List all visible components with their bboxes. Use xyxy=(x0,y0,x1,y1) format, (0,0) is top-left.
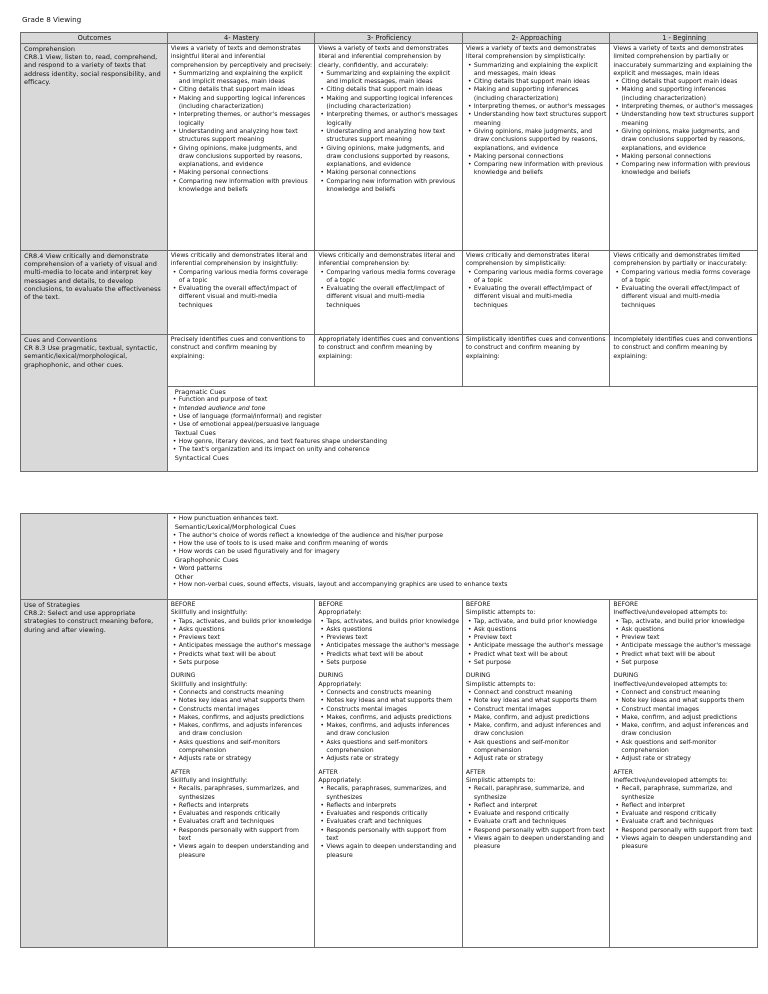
semantic-list xyxy=(171,532,755,557)
list-item: • Ask questions xyxy=(613,626,755,634)
cell-intro: Views critically and demonstrates literal and inferential comprehension by: xyxy=(318,252,456,268)
list-item: • Views again to deepen understanding and pleasure xyxy=(466,835,608,852)
list-item: • Constructs mental images xyxy=(318,706,460,714)
list-item: • Recall, paraphrase, summarize, and synthesize xyxy=(466,785,608,802)
list-item: • Giving opinions, make judgments, and draw conclusions supported by reasons, explanations, and evidence xyxy=(318,145,460,170)
list-item: • Constructs mental images xyxy=(171,706,313,714)
list-item: • Adjust rate or strategy xyxy=(613,755,755,763)
list-item: • Use of language (formal/informal) and register xyxy=(171,413,755,421)
list-item: • Function and purpose of text xyxy=(171,396,755,404)
list-item: • Tap, activate, and build prior knowledge xyxy=(613,618,755,626)
list-item: • Citing details that support main ideas xyxy=(613,78,755,86)
strategy-list xyxy=(171,689,313,764)
list-item: • Asks questions xyxy=(171,626,313,634)
criteria-list xyxy=(318,269,460,310)
graphophonic-list xyxy=(171,565,755,573)
list-item: • Making and supporting inferences (including characterization) xyxy=(613,86,755,103)
strategy-list xyxy=(171,785,313,860)
list-item: • How words can be used figuratively and for imagery xyxy=(171,548,755,556)
header-mastery: 4- Mastery xyxy=(167,33,315,44)
strategy-cell xyxy=(315,600,463,948)
cell-intro: Views critically and demonstrates literal comprehension by simplistically: xyxy=(465,252,590,268)
level-cell xyxy=(462,44,610,251)
list-item: • Interpreting themes, or author's messages xyxy=(466,103,608,111)
list-item: • Ask questions and self-monitor comprehension xyxy=(613,739,755,756)
list-item: • Evaluate and respond critically xyxy=(613,810,755,818)
pragmatic-heading: Pragmatic Cues xyxy=(174,388,226,396)
level-cell xyxy=(315,44,463,251)
strategy-cell xyxy=(167,600,315,948)
list-item: • Summarizing and explaining the explicit and implicit messages, main ideas xyxy=(171,70,313,87)
list-item: • Making personal connections xyxy=(171,169,313,177)
list-item: • The author's choice of words reflect a knowledge of the audience and his/her purpose xyxy=(171,532,755,540)
outcome-text: CR 8.3 Use pragmatic, textual, syntactic, semantic/lexical/morphological, graphophonic, and other cues. xyxy=(24,344,158,369)
rubric-table-part1 xyxy=(20,32,758,472)
list-item: • Reflects and interprets xyxy=(318,802,460,810)
outcome-heading: Comprehension xyxy=(24,45,76,53)
list-item: • Predict what text will be about xyxy=(466,651,608,659)
cell-intro: Views critically and demonstrates limited comprehension by partially or inaccurately: xyxy=(613,252,747,268)
outcome-text: CR8.1 View, listen to, read, comprehend, and respond to a variety of texts that address identity, social responsibility, and efficacy. xyxy=(24,53,161,86)
semantic-heading: Semantic/Lexical/Morphological Cues xyxy=(174,523,296,532)
criteria-list xyxy=(466,62,608,178)
level-cell xyxy=(167,335,315,387)
list-item: • Make, confirm, and adjust predictions xyxy=(466,714,608,722)
level-cell xyxy=(610,44,758,251)
list-item: • Evaluating the overall effect/impact of different visual and multi-media techniques xyxy=(466,285,608,310)
list-item: • Intended audience and tone xyxy=(171,405,755,413)
phase-qualifier: Skillfully and insightfully: xyxy=(170,680,248,688)
cell-intro: Views critically and demonstrates literal and inferential comprehension by insightfully: xyxy=(170,252,308,268)
list-item: • Recalls, paraphrases, summarizes, and synthesizes xyxy=(171,785,313,802)
list-item: • Use of emotional appeal/persuasive language xyxy=(171,421,755,429)
phase-qualifier: Simplistic attempts to: xyxy=(465,609,536,617)
list-item: • Connects and constructs meaning xyxy=(318,689,460,697)
list-item: • Responds personally with support from text xyxy=(171,827,313,844)
list-item: • Interpreting themes, or author's messages logically xyxy=(171,111,313,128)
list-item: • Previews text xyxy=(318,634,460,642)
outcome-cell xyxy=(21,251,168,335)
cell-intro: Precisely identifies cues and conventions to construct and confirm meaning by explaining: xyxy=(170,336,306,360)
list-item: • Evaluate craft and techniques xyxy=(466,818,608,826)
list-item: • Recall, paraphrase, summarize, and synthesize xyxy=(613,785,755,802)
criteria-list xyxy=(171,269,313,310)
list-item: • Making and supporting logical inferences (including characterization) xyxy=(171,95,313,112)
strategy-cell xyxy=(610,600,758,948)
outcome-heading: Cues and Conventions xyxy=(24,336,97,344)
list-item: • Summarizing and explaining the explicit and implicit messages, main ideas xyxy=(318,70,460,87)
outcome-text: CR8.4 View critically and demonstrate comprehension of a variety of visual and multi-media to locate and interpret key messages and details, to develop conclusions, to evaluate the effectiveness of the text. xyxy=(24,252,161,302)
list-item: • Evaluates and responds critically xyxy=(171,810,313,818)
phase-heading: BEFORE xyxy=(465,601,491,608)
list-item: • Construct mental images xyxy=(466,706,608,714)
strategy-list xyxy=(318,618,460,668)
phase-qualifier: Simplistic attempts to: xyxy=(465,776,536,784)
phase-heading: DURING xyxy=(613,672,639,680)
other-heading: Other xyxy=(174,573,194,582)
phase-qualifier: Ineffective/undeveloped attempts to: xyxy=(613,680,728,688)
list-item: • Giving opinions, make judgments, and draw conclusions supported by reasons, explanations, and evidence xyxy=(466,128,608,153)
list-item: • Make, confirm, and adjust inferences and draw conclusion xyxy=(466,722,608,739)
list-item: • How the use of tools to is used make and confirm meaning of words xyxy=(171,540,755,548)
row-cr8-2 xyxy=(21,600,758,948)
phase-heading: AFTER xyxy=(613,768,633,776)
phase-qualifier: Skillfully and insightfully: xyxy=(170,776,248,784)
rubric-table-part2 xyxy=(20,513,758,948)
row-cr8-3 xyxy=(21,335,758,387)
list-item: • Reflects and interprets xyxy=(171,802,313,810)
list-item: • How punctuation enhances text. xyxy=(171,515,755,523)
list-item: • Note key ideas and what supports them xyxy=(466,697,608,705)
list-item: • Evaluate and respond critically xyxy=(466,810,608,818)
list-item: • Ask questions xyxy=(466,626,608,634)
strategy-list xyxy=(613,618,755,668)
list-item: • Comparing various media forms coverage of a topic xyxy=(466,269,608,286)
phase-qualifier: Appropriately: xyxy=(318,609,362,617)
textual-heading: Textual Cues xyxy=(174,429,216,438)
header-proficiency: 3- Proficiency xyxy=(315,33,463,44)
list-item: • Respond personally with support from text xyxy=(613,827,755,835)
page-title: Grade 8 Viewing xyxy=(22,15,82,24)
list-item: • Understanding how text structures support meaning xyxy=(466,111,608,128)
list-item: • Taps, activates, and builds prior knowledge xyxy=(171,618,313,626)
cell-intro: Simplistically identifies cues and conventions to construct and confirm meaning by explaining: xyxy=(465,336,606,360)
cell-intro: Views a variety of texts and demonstrates literal comprehension by simplistically: xyxy=(465,45,596,61)
header-approaching: 2- Approaching xyxy=(462,33,610,44)
level-cell xyxy=(610,251,758,335)
cell-intro: Appropriately identifies cues and conventions to construct and confirm meaning by explaining: xyxy=(318,336,460,360)
cell-intro: Views a variety of texts and demonstrates literal and inferential comprehension by clearly, confidently, and accurately: xyxy=(318,45,449,69)
list-item: • Adjusts rate or strategy xyxy=(171,755,313,763)
list-item: • Ask questions and self-monitor comprehension xyxy=(466,739,608,756)
list-item: • Making personal connections xyxy=(466,153,608,161)
list-item: • Set purpose xyxy=(466,659,608,667)
list-item: • Citing details that support main ideas xyxy=(318,86,460,94)
list-item: • Summarizing and explaining the explicit and messages, main ideas xyxy=(466,62,608,79)
list-item: • Asks questions and self-monitors comprehension xyxy=(318,739,460,756)
list-item: • Connects and constructs meaning xyxy=(171,689,313,697)
strategy-list xyxy=(613,689,755,764)
list-item: • Makes, confirms, and adjusts inferences and draw conclusion xyxy=(318,722,460,739)
level-cell xyxy=(167,44,315,251)
list-item: • Previews text xyxy=(171,634,313,642)
level-cell xyxy=(462,335,610,387)
list-item: • Giving opinions, make judgments, and draw conclusions supported by reasons, explanations, and evidence xyxy=(613,128,755,153)
list-item: • Responds personally with support from text xyxy=(318,827,460,844)
strategy-list xyxy=(466,689,608,764)
list-item: • Construct mental images xyxy=(613,706,755,714)
list-item: • Evaluate craft and techniques xyxy=(613,818,755,826)
list-item: • Notes key ideas and what supports them xyxy=(318,697,460,705)
strategy-list xyxy=(318,689,460,764)
graphophonic-heading: Graphophonic Cues xyxy=(174,556,239,565)
list-item: • Understanding and analyzing how text structures support meaning xyxy=(318,128,460,145)
cell-intro: Incompletely identifies cues and conventions to construct and confirm meaning by explaining: xyxy=(613,336,753,360)
list-item: • Note key ideas and what supports them xyxy=(613,697,755,705)
list-item: • Asks questions and self-monitors comprehension xyxy=(171,739,313,756)
row-cr8-1 xyxy=(21,44,758,251)
list-item: • Preview text xyxy=(466,634,608,642)
list-item: • Views again to deepen understanding and pleasure xyxy=(318,843,460,860)
textual-list xyxy=(171,438,755,455)
list-item: • Making and supporting logical inferences (including characterization) xyxy=(318,95,460,112)
list-item: • Adjusts rate or strategy xyxy=(318,755,460,763)
list-item: • Evaluates craft and techniques xyxy=(318,818,460,826)
row-cues-continued xyxy=(21,514,758,600)
list-item: • Make, confirm, and adjust inferences and draw conclusion xyxy=(613,722,755,739)
phase-heading: DURING xyxy=(318,672,343,680)
phase-heading: AFTER xyxy=(465,768,486,776)
list-item: • Comparing new information with previous knowledge and beliefs xyxy=(613,161,755,178)
list-item: • Adjust rate or strategy xyxy=(466,755,608,763)
phase-heading: BEFORE xyxy=(613,601,639,608)
header-outcomes: Outcomes xyxy=(21,33,168,44)
outcome-cell xyxy=(21,44,168,251)
list-item: • Making personal connections xyxy=(613,153,755,161)
strategy-list xyxy=(613,785,755,851)
list-item: • Comparing new information with previous knowledge and beliefs xyxy=(466,161,608,178)
phase-qualifier: Simplistic attempts to: xyxy=(465,680,536,688)
list-item: • How genre, literary devices, and text features shape understanding xyxy=(171,438,755,446)
row-cr8-4 xyxy=(21,251,758,335)
strategy-list xyxy=(466,618,608,668)
list-item: • Comparing new information with previous knowledge and beliefs xyxy=(171,178,313,195)
phase-heading: BEFORE xyxy=(318,601,343,608)
list-item: • Word patterns xyxy=(171,565,755,573)
strategy-cell xyxy=(462,600,610,948)
list-item: • Recalls, paraphrases, summarizes, and synthesizes xyxy=(318,785,460,802)
phase-qualifier: Ineffective/undeveloped attempts to: xyxy=(613,776,728,784)
strategy-list xyxy=(466,785,608,851)
list-item: • Giving opinions, make judgments, and draw conclusions supported by reasons, explanations, and evidence xyxy=(171,145,313,170)
pragmatic-list xyxy=(171,396,755,429)
list-item: • Asks questions xyxy=(318,626,460,634)
cues-cell xyxy=(167,387,757,472)
phase-qualifier: Appropriately: xyxy=(318,776,362,784)
list-item: • Understanding and analyzing how text structures support meaning xyxy=(171,128,313,145)
list-item: • Citing details that support main ideas xyxy=(171,86,313,94)
other-list xyxy=(171,581,755,589)
list-item: • Taps, activates, and builds prior knowledge xyxy=(318,618,460,626)
list-item: • Tap, activate, and build prior knowledge xyxy=(466,618,608,626)
list-item: • Comparing various media forms coverage of a topic xyxy=(613,269,755,286)
phase-heading: AFTER xyxy=(318,768,338,776)
list-item: • Comparing various media forms coverage of a topic xyxy=(171,269,313,286)
list-item: • Connect and construct meaning xyxy=(466,689,608,697)
list-item: • Notes key ideas and what supports them xyxy=(171,697,313,705)
phase-qualifier: Ineffective/undeveloped attempts to: xyxy=(613,609,728,617)
list-item: • Anticipate message the author's message xyxy=(466,642,608,650)
phase-qualifier: Appropriately: xyxy=(318,680,362,688)
list-item: • Reflect and interpret xyxy=(613,802,755,810)
list-item: • Views again to deepen understanding and pleasure xyxy=(613,835,755,852)
list-item: • Sets purpose xyxy=(171,659,313,667)
criteria-list xyxy=(613,78,755,178)
list-item: • Predicts what text will be about xyxy=(171,651,313,659)
list-item: • Makes, confirms, and adjusts predictions xyxy=(171,714,313,722)
list-item: • Evaluating the overall effect/impact of different visual and multi-media techniques xyxy=(613,285,755,310)
list-item: • Respond personally with support from text xyxy=(466,827,608,835)
criteria-list xyxy=(318,70,460,194)
cell-intro: Views a variety of texts and demonstrates insightful literal and inferential comprehension by perceptively and precisely: xyxy=(170,45,313,69)
list-item: • Connect and construct meaning xyxy=(613,689,755,697)
list-item: • Evaluating the overall effect/impact of different visual and multi-media techniques xyxy=(171,285,313,310)
phase-heading: DURING xyxy=(170,672,196,680)
list-item: • The text's organization and its impact on unity and coherence xyxy=(171,446,755,454)
list-item: • Citing details that support main ideas xyxy=(466,78,608,86)
list-item: • Makes, confirms, and adjusts inferences and draw conclusion xyxy=(171,722,313,739)
list-item: • Make, confirm, and adjust predictions xyxy=(613,714,755,722)
outcome-cell xyxy=(21,600,168,948)
list-item: • Evaluates and responds critically xyxy=(318,810,460,818)
phase-heading: DURING xyxy=(465,672,491,680)
phase-heading: AFTER xyxy=(170,768,191,776)
list-item: • Evaluating the overall effect/impact of different visual and multi-media techniques xyxy=(318,285,460,310)
list-item: • Interpreting themes, or author's messages xyxy=(613,103,755,111)
outcome-cell xyxy=(21,335,168,472)
syntactical-list xyxy=(171,515,755,523)
list-item: • Interpreting themes, or author's messages logically xyxy=(318,111,460,128)
list-item: • Evaluates craft and techniques xyxy=(171,818,313,826)
list-item: • Making personal connections xyxy=(318,169,460,177)
outcome-text: CR8.2: Select and use appropriate strategies to construct meaning before, during and after viewing. xyxy=(24,609,154,634)
phase-qualifier: Skillfully and insightfully: xyxy=(170,609,248,617)
phase-heading: BEFORE xyxy=(170,601,196,608)
list-item: • Understanding how text structures support meaning xyxy=(613,111,755,128)
list-item: • Comparing various media forms coverage of a topic xyxy=(318,269,460,286)
list-item: • Predict what text will be about xyxy=(613,651,755,659)
list-item: • Views again to deepen understanding and pleasure xyxy=(171,843,313,860)
cell-intro: Views a variety of texts and demonstrates limited comprehension by partially or inaccurately summarizing and explaining the explicit and messages, main ideas xyxy=(613,45,753,77)
outcome-heading: Use of Strategies xyxy=(24,601,80,609)
list-item: • Set purpose xyxy=(613,659,755,667)
list-item: • Makes, confirms, and adjusts predictions xyxy=(318,714,460,722)
level-cell xyxy=(610,335,758,387)
header-beginning: 1 - Beginning xyxy=(610,33,758,44)
list-item: • Comparing new information with previous knowledge and beliefs xyxy=(318,178,460,195)
strategy-list xyxy=(171,618,313,668)
list-item: • Anticipate message the author's message xyxy=(613,642,755,650)
outcome-cell xyxy=(21,514,168,600)
cues-cell xyxy=(167,514,757,600)
list-item: • Predicts what text will be about xyxy=(318,651,460,659)
criteria-list xyxy=(613,269,755,310)
level-cell xyxy=(315,251,463,335)
header-row xyxy=(21,33,758,44)
list-item: • Sets purpose xyxy=(318,659,460,667)
list-item: • How non-verbal cues, sound effects, visuals, layout and accompanying graphics are used to enhance texts xyxy=(171,581,755,589)
syntactical-heading: Syntactical Cues xyxy=(174,454,229,463)
list-item: • Anticipates message the author's message xyxy=(171,642,313,650)
list-item: • Reflect and interpret xyxy=(466,802,608,810)
list-item: • Preview text xyxy=(613,634,755,642)
strategy-list xyxy=(318,785,460,860)
list-item: • Making and supporting inferences (including characterization) xyxy=(466,86,608,103)
criteria-list xyxy=(171,70,313,194)
level-cell xyxy=(462,251,610,335)
criteria-list xyxy=(466,269,608,310)
level-cell xyxy=(167,251,315,335)
list-item: • Anticipates message the author's message xyxy=(318,642,460,650)
level-cell xyxy=(315,335,463,387)
